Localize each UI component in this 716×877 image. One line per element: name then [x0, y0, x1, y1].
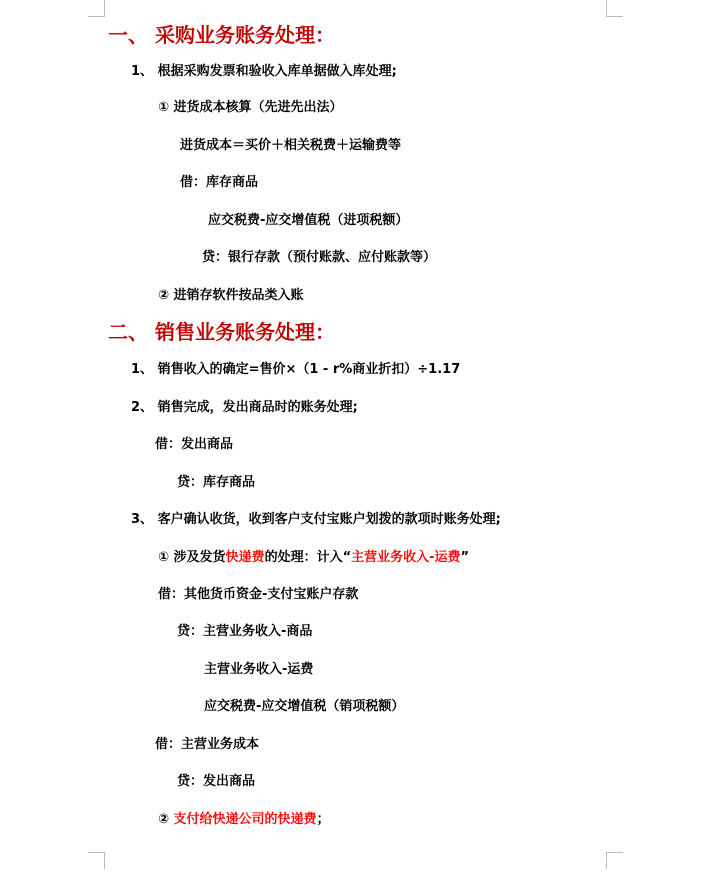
highlight-text: 主营业务收入-运费 — [351, 550, 461, 565]
text: ② — [158, 812, 174, 827]
corner-mark — [606, 852, 623, 869]
highlight-text: 快递费 — [225, 550, 265, 565]
entry-debit: 借：其他货币资金-支付宝账户存款 — [158, 587, 359, 602]
entry-credit: 应交税费-应交增值税（销项税额） — [204, 699, 405, 714]
text: 的处理：计入“ — [264, 550, 352, 565]
text: ” — [460, 550, 470, 565]
list-item: ② 进销存软件按品类入账 — [158, 288, 304, 303]
list-item: 1、 根据采购发票和验收入库单据做入库处理; — [131, 64, 397, 79]
list-item: 1、 销售收入的确定=售价×（1 - r%商业折扣）÷1.17 — [131, 362, 461, 377]
list-item: 2、 销售完成，发出商品时的账务处理; — [131, 400, 358, 415]
entry-credit: 贷：发出商品 — [177, 774, 256, 789]
text: ； — [316, 812, 330, 827]
list-item — [158, 549, 469, 567]
entry-credit: 主营业务收入-运费 — [204, 662, 314, 677]
list-item: 3、 客户确认收货，收到客户支付宝账户划拨的款项时账务处理; — [131, 512, 501, 527]
corner-mark — [88, 852, 105, 869]
entry-credit: 贷：主营业务收入-商品 — [177, 624, 313, 639]
list-item: ① 进货成本核算（先进先出法） — [158, 100, 343, 115]
section-heading: 一、 采购业务账务处理： — [108, 23, 335, 47]
entry-credit: 贷：库存商品 — [177, 475, 256, 490]
entry-debit: 借：库存商品 — [180, 175, 259, 190]
corner-mark — [606, 0, 623, 17]
entry-debit: 借：主营业务成本 — [155, 737, 260, 752]
entry-debit: 应交税费-应交增值税（进项税额） — [208, 213, 409, 228]
entry-debit: 借：发出商品 — [155, 437, 234, 452]
list-item — [158, 811, 330, 829]
corner-mark — [88, 0, 105, 17]
section-heading: 二、 销售业务账务处理： — [108, 320, 335, 344]
text: ① 涉及发货 — [158, 550, 226, 565]
highlight-text: 支付给快递公司的快递费 — [173, 812, 317, 827]
entry-credit: 贷：银行存款（预付账款、应付账款等） — [202, 250, 437, 265]
formula: 进货成本＝买价＋相关税费＋运输费等 — [180, 138, 402, 153]
